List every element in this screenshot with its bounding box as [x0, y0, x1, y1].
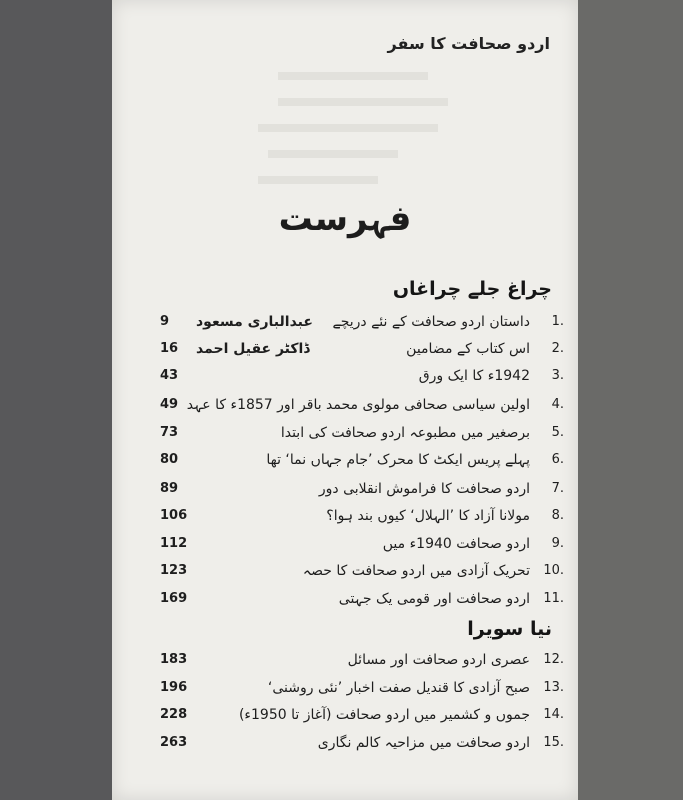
section-heading-1: چراغ جلے چراغاں: [392, 278, 552, 300]
toc-row-4: [112, 397, 578, 425]
entry-title: اردو صحافت 1940ء میں: [382, 536, 530, 552]
entry-number: 6.: [551, 452, 564, 467]
entry-title: اردو صحافت کا فراموش انقلابی دور: [318, 481, 530, 497]
entry-page: 263: [160, 735, 188, 750]
entry-page: 9: [160, 314, 170, 329]
toc-row-12: [112, 652, 578, 680]
toc-row-15: [112, 735, 578, 763]
toc-row-8: [112, 508, 578, 536]
background-left: [0, 0, 112, 800]
toc-row-5: [112, 425, 578, 453]
entry-number: 7.: [551, 481, 564, 496]
entry-title: اولین سیاسی صحافی مولوی محمد باقر اور 1857ء کا عہد: [186, 397, 530, 413]
entry-number: 11.: [543, 591, 564, 606]
toc-row-14: [112, 707, 578, 735]
entry-page: 106: [160, 508, 188, 523]
entry-title: عصری اردو صحافت اور مسائل: [347, 652, 530, 668]
book-page: [112, 0, 578, 800]
toc-row-1: [112, 314, 578, 342]
toc-row-13: [112, 680, 578, 708]
entry-title: پہلے پریس ایکٹ کا محرک ’جام جہاں نما‘ تھا: [266, 452, 530, 468]
entry-title: برصغیر میں مطبوعہ اردو صحافت کی ابتدا: [280, 425, 530, 441]
entry-page: 89: [160, 481, 179, 496]
entry-title: داستان اردو صحافت کے نئے دریچے: [332, 314, 530, 330]
entry-page: 169: [160, 591, 188, 606]
entry-title: تحریک آزادی میں اردو صحافت کا حصہ: [302, 563, 530, 579]
toc-row-10: [112, 563, 578, 591]
entry-author: ڈاکٹر عقیل احمد: [196, 341, 310, 357]
entry-page: 49: [160, 397, 179, 412]
entry-title: اردو صحافت میں مزاحیہ کالم نگاری: [317, 735, 530, 751]
entry-title: جموں و کشمیر میں اردو صحافت (آغاز تا 1950ء): [238, 707, 530, 723]
entry-number: 5.: [551, 425, 564, 440]
toc-row-6: [112, 452, 578, 480]
entry-number: 8.: [551, 508, 564, 523]
entry-page: 73: [160, 425, 179, 440]
toc-row-3: [112, 368, 578, 396]
entry-number: 3.: [551, 368, 564, 383]
section-heading-2: نیا سویرا: [467, 618, 552, 640]
running-head: اردو صحافت کا سفر: [387, 34, 550, 53]
toc-row-7: [112, 481, 578, 509]
entry-number: 4.: [551, 397, 564, 412]
entry-title: 1942ء کا ایک ورق: [418, 368, 530, 384]
entry-number: 12.: [543, 652, 564, 667]
toc-row-11: [112, 591, 578, 619]
page-title: فہرست: [278, 199, 412, 239]
entry-title: صبح آزادی کا قندیل صفت اخبار ’نئی روشنی‘: [267, 680, 530, 696]
entry-page: 112: [160, 536, 188, 551]
background-right: [578, 0, 683, 800]
entry-number: 10.: [543, 563, 564, 578]
entry-number: 2.: [551, 341, 564, 356]
entry-page: 228: [160, 707, 188, 722]
entry-title: اردو صحافت اور قومی یک جہتی: [338, 591, 530, 607]
entry-page: 43: [160, 368, 179, 383]
entry-title: اس کتاب کے مضامین: [406, 341, 530, 357]
entry-page: 16: [160, 341, 179, 356]
toc-row-9: [112, 536, 578, 564]
entry-number: 9.: [551, 536, 564, 551]
entry-number: 15.: [543, 735, 564, 750]
entry-page: 80: [160, 452, 179, 467]
entry-number: 13.: [543, 680, 564, 695]
entry-page: 183: [160, 652, 188, 667]
toc-row-2: [112, 341, 578, 369]
entry-number: 1.: [551, 314, 564, 329]
entry-author: عبدالباری مسعود: [196, 314, 313, 330]
entry-page: 196: [160, 680, 188, 695]
entry-number: 14.: [543, 707, 564, 722]
entry-page: 123: [160, 563, 188, 578]
entry-title: مولانا آزاد کا ’الہلال‘ کیوں بند ہوا؟: [326, 508, 530, 524]
